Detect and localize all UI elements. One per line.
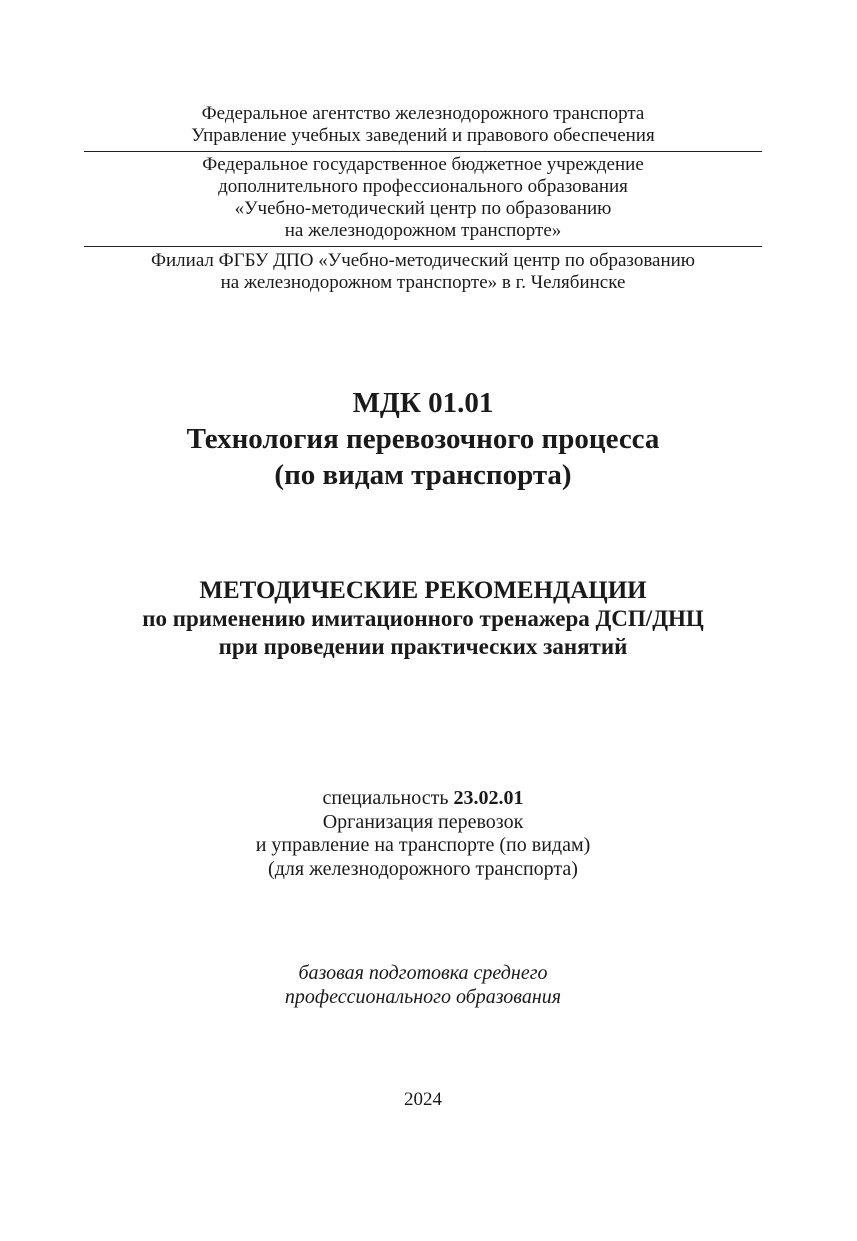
header-divider: [84, 151, 762, 152]
branch-line: на железнодорожном транспорте» в г. Челябинске: [220, 272, 626, 293]
specialty-prefix: специальность: [322, 787, 454, 809]
recommendations-heading: МЕТОДИЧЕСКИЕ РЕКОМЕНДАЦИИ: [199, 577, 647, 604]
agency-line: Управление учебных заведений и правового обеспечения: [191, 125, 655, 146]
branch-line: Филиал ФГБУ ДПО «Учебно-методический центр по образованию: [150, 250, 695, 271]
specialty-line: (для железнодорожного транспорта): [268, 857, 578, 880]
education-level-line: профессионального образования: [284, 986, 562, 1008]
institution-line: дополнительного профессионального образования: [218, 176, 628, 197]
agency-line: Федеральное агентство железнодорожного транспорта: [201, 103, 645, 124]
recommendations-block: [84, 577, 762, 661]
recommendations-line: при проведении практических занятий: [218, 634, 628, 659]
institution-line: Федеральное государственное бюджетное учреждение: [202, 154, 644, 175]
header-divider: [84, 246, 762, 247]
agency-block: [84, 103, 762, 147]
specialty-line: и управление на транспорте (по видам): [255, 834, 591, 856]
education-level: [84, 961, 762, 1009]
branch-block: [84, 250, 762, 294]
publication-year: 2024: [404, 1089, 442, 1110]
education-level-line: базовая подготовка среднего: [298, 962, 548, 984]
institution-line: «Учебно-методический центр по образованию: [234, 198, 612, 219]
specialty-line: Организация перевозок: [322, 810, 524, 833]
specialty-code: 23.02.01: [453, 787, 524, 809]
module-title-line: Технология перевозочного процесса: [186, 423, 660, 455]
module-title: [84, 385, 762, 493]
recommendations-line: по применению имитационного тренажера ДСП/ДНЦ: [142, 606, 704, 631]
specialty-code-line: [84, 787, 762, 811]
module-code: МДК 01.01: [352, 387, 494, 419]
specialty-block: [84, 787, 762, 881]
institution-block: [84, 154, 762, 242]
module-title-line: (по видам транспорта): [274, 459, 572, 491]
institution-line: на железнодорожном транспорте»: [284, 220, 562, 241]
